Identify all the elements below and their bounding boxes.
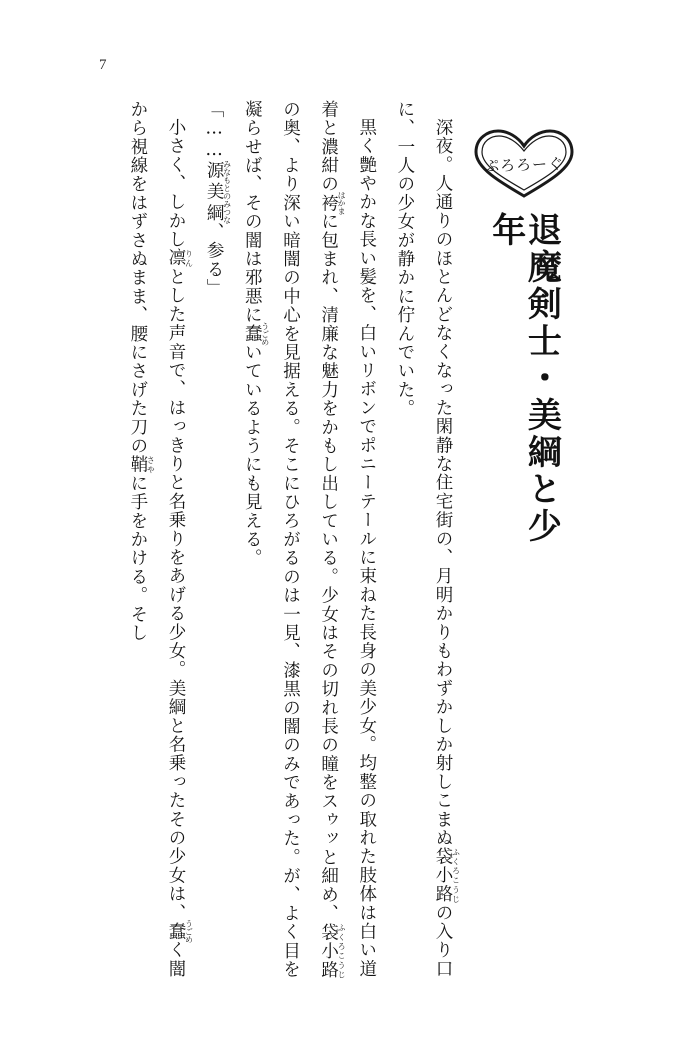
- page-number: 7: [99, 57, 107, 73]
- prologue-label: ぷろろーぐ: [483, 154, 565, 176]
- paragraph: 小さく、しかし凛りんとした声音で、はっきりと名乗りをあげる少女。美綱と名乗ったその少女は、蠢うごめく闇から視線をはずさぬまま、腰にさげた刀の鞘さやに手をかける。そし: [127, 100, 194, 978]
- body-text: [72, 100, 462, 980]
- paragraph: 黒く艶やかな長い髪を、白いリボンでポニーテールに束ねた長身の美少女。均整の取れた肢体は白い道着と濃紺の袴はかまに包まれ、清廉な魅力をかもし出している。少女はその切れ長の瞳をスゥッと細め、袋小路ふくろこうじの奥、より深い暗闇の中心を見据える。そこにひろがるのは一見、漆黒の闇のみであった。が、よく目を凝らせば、その闇は邪悪に蠢うごめいているようにも見える。: [242, 100, 377, 979]
- paragraph: 「……源美綱みなもとのみつな、参る」: [204, 100, 232, 298]
- paragraph: 深夜。人通りのほとんどなくなった閑静な住宅街の、月明かりもわずかしか射しこまぬ袋小路ふくろこうじの入り口に、一人の少女が静かに佇んでいた。: [394, 100, 461, 978]
- prologue-heart-badge: [470, 128, 578, 200]
- chapter-title: 退魔剣士・美綱と少年: [485, 212, 562, 545]
